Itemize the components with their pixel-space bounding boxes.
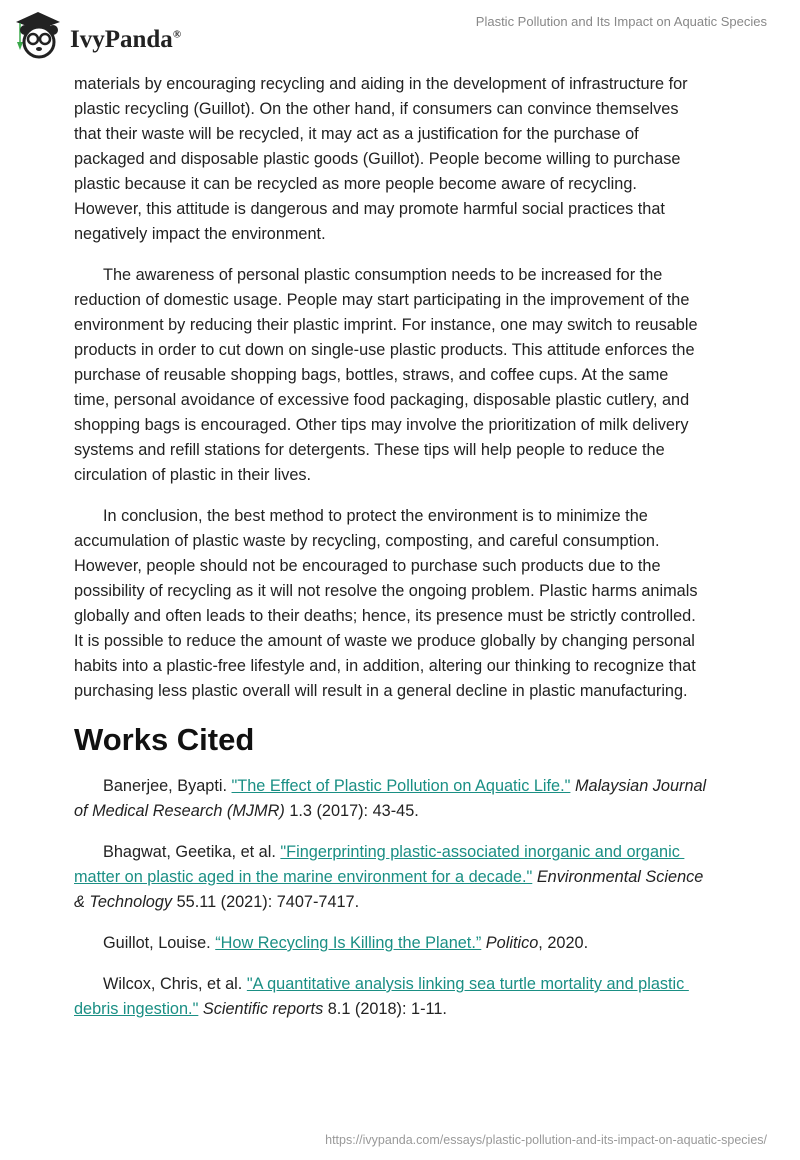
- panda-graduate-icon: [12, 8, 64, 60]
- paragraph-line: plastic recycling (Guillot). On the other hand, if consumers can convince themselves: [74, 100, 679, 118]
- citation-text: 55.11 (2021): 7407-7417.: [172, 893, 360, 911]
- citation-text: 8.1 (2018): 1-11.: [323, 1000, 447, 1018]
- works-cited-heading: Works Cited: [74, 722, 255, 757]
- citation-line: [74, 865, 774, 890]
- citation-link[interactable]: debris ingestion.": [74, 1000, 199, 1018]
- paragraph-line: circulation of plastic in their lives.: [74, 466, 312, 484]
- citation-line: [74, 890, 774, 915]
- paragraph-line: systems and refill stations for detergents. These tips will help people to reduce the: [74, 441, 665, 459]
- citation-text: Bhagwat, Geetika, et al.: [103, 843, 281, 861]
- paragraph-line: time, personal avoidance of excessive food packaging, disposable plastic cutlery, and: [74, 391, 690, 409]
- citation-source: Politico: [481, 934, 539, 952]
- ivypanda-logo[interactable]: [12, 8, 181, 60]
- citation-entry: [74, 931, 774, 956]
- paragraph: [74, 72, 774, 247]
- citation-line: [74, 972, 774, 997]
- paragraph-line: packaged and disposable plastic goods (Guillot). People become willing to purchase: [74, 150, 681, 168]
- citation-text: Banerjee, Byapti.: [103, 777, 232, 795]
- citation-text: 1.3 (2017): 43-45.: [284, 802, 419, 820]
- citation-link[interactable]: “How Recycling Is Killing the Planet.”: [215, 934, 482, 952]
- paragraph-line: The awareness of personal plastic consumption needs to be increased for the: [103, 266, 663, 284]
- paragraph-line: shopping bags is encouraged. Other tips may involve the prioritization of milk delivery: [74, 416, 689, 434]
- paragraph-line: However, people should not be encouraged to purchase such products due to the: [74, 557, 661, 575]
- paragraph-line: products in order to cut down on single-use plastic products. This attitude enforces the: [74, 341, 695, 359]
- paragraph-line: that their waste will be recycled, it may act as a justification for the purchase of: [74, 125, 639, 143]
- paragraph-line: It is possible to reduce the amount of waste we produce globally by changing personal: [74, 632, 695, 650]
- citation-source: Environmental Science: [532, 868, 704, 886]
- document-title: Plastic Pollution and Its Impact on Aquatic Species: [475, 14, 767, 29]
- citation-text: , 2020.: [538, 934, 589, 952]
- citation-entry: [74, 774, 774, 824]
- citation-line: [74, 840, 774, 865]
- citation-line: [74, 997, 774, 1022]
- paragraph-line: possibility of recycling as it will not resolve the ongoing problem. Plastic harms animals: [74, 582, 698, 600]
- logo-text: IvyPanda: [70, 26, 173, 53]
- paragraph-line: materials by encouraging recycling and aiding in the development of infrastructure for: [74, 75, 688, 93]
- paragraph: [74, 263, 774, 488]
- citation-text: Guillot, Louise.: [103, 934, 216, 952]
- essay-content: [74, 72, 774, 1038]
- citation-text: Wilcox, Chris, et al.: [103, 975, 247, 993]
- citation-link[interactable]: "Fingerprinting plastic-associated inorganic and organic: [280, 843, 685, 861]
- paragraph-line: globally and often leads to their deaths; hence, its presence must be strictly controlled.: [74, 607, 696, 625]
- citation-link[interactable]: matter on plastic aged in the marine environment for a decade.": [74, 868, 533, 886]
- paragraph-line: purchasing less plastic overall will result in a general decline in plastic manufacturing.: [74, 682, 688, 700]
- paragraph-line: In conclusion, the best method to protect the environment is to minimize the: [103, 507, 648, 525]
- paragraph-line: plastic because it can be recycled as more people become aware of recycling.: [74, 175, 637, 193]
- citation-entry: [74, 840, 774, 915]
- citation-source: & Technology: [74, 893, 173, 911]
- works-cited-list: [74, 774, 774, 1022]
- paragraph-line: However, this attitude is dangerous and may promote harmful social practices that: [74, 200, 665, 218]
- citation-source: Scientific reports: [198, 1000, 324, 1018]
- citation-entry: [74, 972, 774, 1022]
- footer-url[interactable]: https://ivypanda.com/essays/plastic-pollution-and-its-impact-on-aquatic-species/: [325, 1133, 767, 1147]
- citation-line: [74, 774, 774, 799]
- citation-source: of Medical Research (MJMR): [74, 802, 285, 820]
- citation-source: Malaysian Journal: [570, 777, 707, 795]
- paragraph-line: environment by reducing their plastic imprint. For instance, one may switch to reusable: [74, 316, 698, 334]
- paragraph-line: reduction of domestic usage. People may start participating in the improvement of the: [74, 291, 690, 309]
- paragraph-line: accumulation of plastic waste by recycling, composting, and careful consumption.: [74, 532, 660, 550]
- paragraph-line: negatively impact the environment.: [74, 225, 326, 243]
- paragraph-line: purchase of reusable shopping bags, bottles, straws, and coffee cups. At the same: [74, 366, 669, 384]
- registered-mark: ®: [172, 28, 182, 41]
- citation-line: [74, 931, 774, 956]
- citation-link[interactable]: "A quantitative analysis linking sea turtle mortality and plastic: [246, 975, 689, 993]
- citation-link[interactable]: "The Effect of Plastic Pollution on Aquatic Life.": [231, 777, 571, 795]
- citation-line: [74, 799, 774, 824]
- essay-body: [74, 72, 774, 704]
- paragraph-line: habits into a plastic-free lifestyle and, in addition, altering our thinking to recognize that: [74, 657, 696, 675]
- paragraph: [74, 504, 774, 704]
